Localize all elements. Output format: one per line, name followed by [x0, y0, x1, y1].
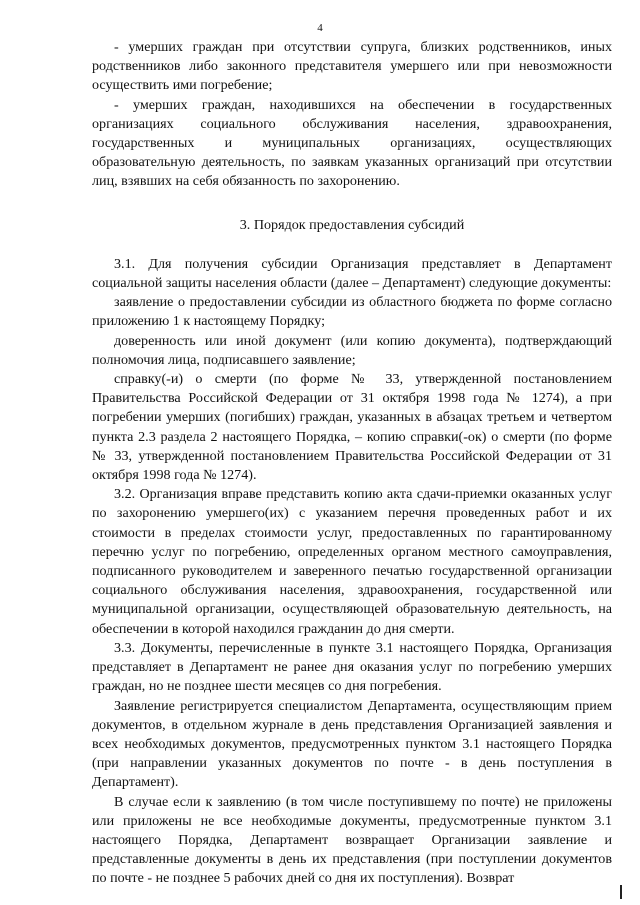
paragraph-3-3: 3.3. Документы, перечисленные в пункте 3.1 настоящего Порядка, Организация представляет в Департамент не ранее дня оказания услуг по погребению умерших граждан, но не позднее шести месяцев со дня погребения. [92, 639, 612, 695]
paragraph-deceased-in-organizations: - умерших граждан, находившихся на обеспечении в государственных организациях социального обслуживания населения, здравоохранения, государственных и муниципальных организациях, осуществляющих образовательную деятельность, по заявкам указанных организаций при отсутствии лиц, взявших на себя обязанность по захоронению. [92, 96, 612, 190]
paragraph-3-2: 3.2. Организация вправе представить копию акта сдачи-приемки оказанных услуг по захоронению умершего(их) с указанием перечня проведенных работ и их стоимости в пределах стоимости услуг, предоставленных по гарантированному перечню услуг по погребению, определенных органом местного самоуправления, подписанного руководителем и заверенного печатью государственной организации социального обслуживания населения, здравоохранения, государственной или муниципальной организации, осуществляющей образовательную деятельность, на обеспечении в которой находился гражданин до дня смерти. [92, 486, 612, 637]
page-number: 4 [317, 22, 323, 34]
section-heading: 3. Порядок предоставления субсидий [239, 216, 465, 233]
paragraph-3-1: 3.1. Для получения субсидии Организация представляет в Департамент социальной защиты населения области (далее – Департамент) следующие документы: [92, 255, 612, 292]
paragraph-death-certificate: справку(-и) о смерти (по форме № 33, утвержденной постановлением Правительства Российской Федерации от 31 октября 1998 года № 1274), а при погребении умерших (погибших) граждан, указанных в абзацах третьем и четвертом пункта 2.3 раздела 2 настоящего Порядка, – копию справки(-ок) о смерти (по форме № 33, утвержденной постановлением Правительства Российской Федерации от 31 октября 1998 года № 1274). [92, 371, 612, 484]
paragraph-registration: Заявление регистрируется специалистом Департамента, осуществляющим прием документов, в отдельном журнале в день представления Организацией заявления и всех необходимых документов, предусмотренных пунктом 3.1 настоящего Порядка (при направлении указанных документов по почте - в день поступления в Департамент). [92, 697, 612, 791]
scan-edge-mark [620, 885, 622, 899]
paragraph-return: В случае если к заявлению (в том числе поступившему по почте) не приложены или приложены не все необходимые документы, предусмотренные пунктом 3.1 настоящего Порядка, Департамент возвращает Организации заявление и представленные документы в день их представления (при поступлении документов по почте - не позднее 5 рабочих дней со дня их поступления). Возврат [92, 793, 612, 887]
paragraph-power-of-attorney: доверенность или иной документ (или копию документа), подтверждающий полномочия лица, подписавшего заявление; [92, 332, 612, 368]
paragraph-deceased-no-relatives: - умерших граждан при отсутствии супруга, близких родственников, иных родственников либо законного представителя умершего или при невозможности осуществить ими погребение; [92, 39, 612, 94]
paragraph-application-form: заявление о предоставлении субсидии из областного бюджета по форме согласно приложению 1 к настоящему Порядку; [92, 294, 612, 330]
document-body [92, 38, 612, 889]
